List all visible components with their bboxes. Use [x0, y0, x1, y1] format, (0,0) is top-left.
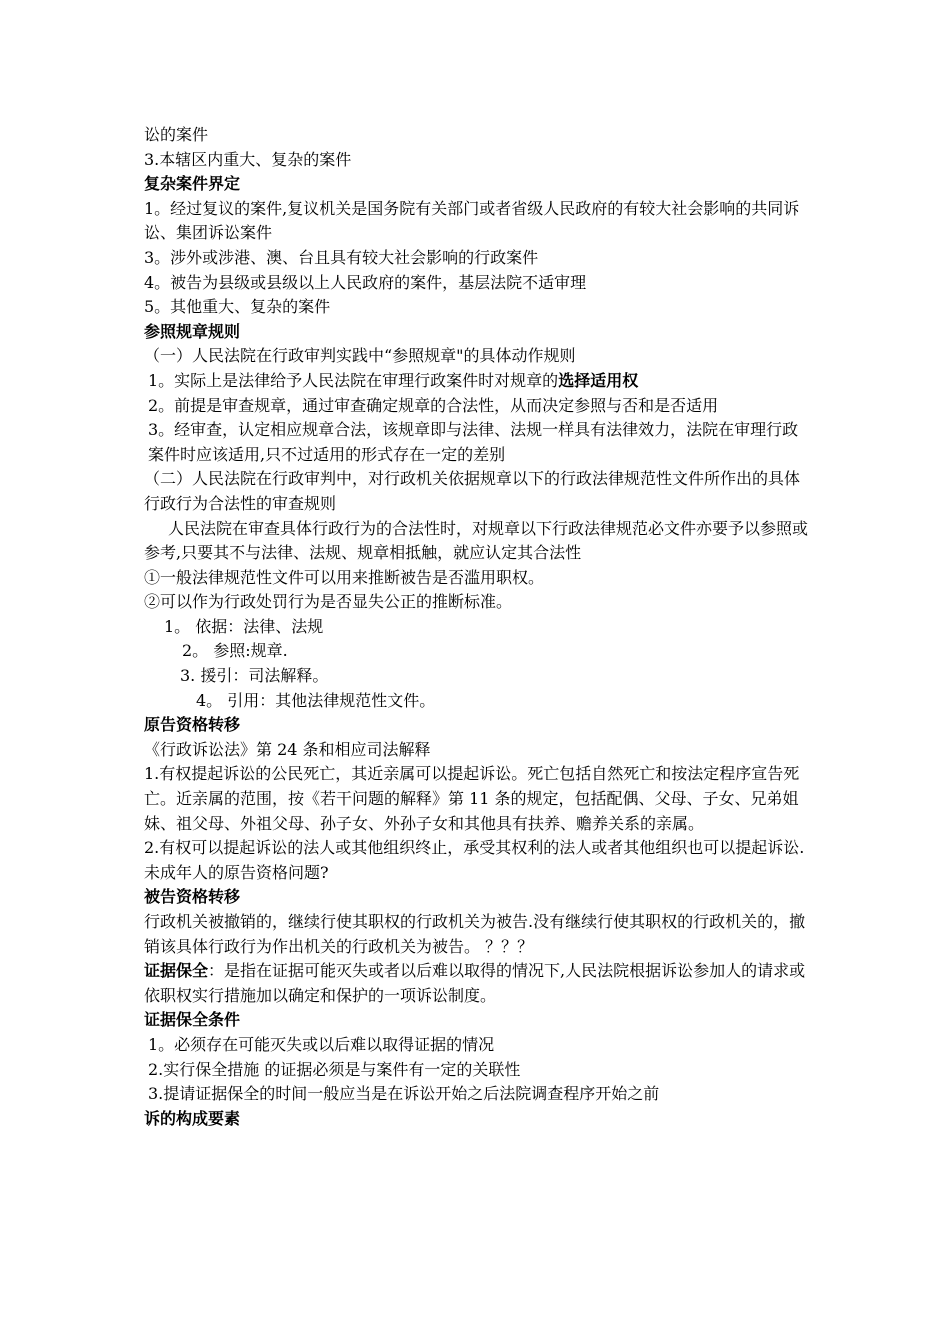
- paragraph: 行政机关被撤销的，继续行使其职权的行政机关为被告.没有继续行使其职权的行政机关的，撤销该具体行政行为作出机关的行政机关为被告。 ？？？: [144, 912, 806, 956]
- section-heading: 诉的构成要素: [144, 1108, 241, 1128]
- list-item: 3. 援引：司法解释。: [180, 666, 329, 686]
- list-item: 2。前提是审查规章，通过审查确定规章的合法性，从而决定参照与否和是否适用: [148, 395, 719, 415]
- list-item: 1.有权提起诉讼的公民死亡，其近亲属可以提起诉讼。死亡包括自然死亡和按法定程序宣告死亡。近亲属的范围，按《若干问题的解释》第 11 条的规定，包括配偶、父母、子女、兄弟姐妹、祖父母、外祖父母、孙子女、外孙子女和其他具有扶养、赡养关系的亲属。: [144, 764, 800, 833]
- bold-term: 证据保全: [144, 961, 209, 981]
- list-item: 2。 参照:规章.: [182, 641, 288, 661]
- list-item: 1。必须存在可能灭失或以后难以取得证据的情况: [148, 1034, 495, 1054]
- list-item: 1。经过复议的案件,复议机关是国务院有关部门或者省级人民政府的有较大社会影响的共同诉讼、集团诉讼案件: [144, 198, 800, 243]
- text-line: 《行政诉讼法》第 24 条和相应司法解释: [144, 739, 431, 759]
- section-heading: 参照规章规则: [144, 321, 241, 341]
- list-item: 1。 依据：法律、法规: [164, 616, 324, 636]
- list-item: 5。其他重大、复杂的案件: [144, 297, 331, 317]
- list-item: 3.提请证据保全的时间一般应当是在诉讼开始之后法院调查程序开始之前: [148, 1084, 660, 1104]
- list-item: 3。涉外或涉港、澳、台且具有较大社会影响的行政案件: [144, 247, 539, 267]
- section-heading: 被告资格转移: [144, 887, 241, 907]
- text-run: 1。实际上是法律给予人民法院在审理行政案件时对规章的: [148, 370, 559, 390]
- document-page: [144, 123, 812, 1131]
- list-item: 3。经审查，认定相应规章合法，该规章即与法律、法规一样具有法律效力，法院在审理行政案件时应该适用,只不过适用的形式存在一定的差别: [148, 420, 799, 464]
- list-item: ①一般法律规范性文件可以用来推断被告是否滥用职权。: [144, 567, 545, 587]
- text-line: 3.本辖区内重大、复杂的案件: [144, 149, 352, 169]
- text-line: 讼的案件: [144, 125, 209, 144]
- text-line: 未成年人的原告资格问题?: [144, 862, 329, 882]
- list-item: 2.有权可以提起诉讼的法人或其他组织终止，承受其权利的法人或者其他组织也可以提起诉讼.: [144, 838, 805, 858]
- section-heading: 复杂案件界定: [144, 174, 241, 194]
- text-run: ：是指在证据可能灭失或者以后难以取得的情况下,人民法院根据诉讼参加人的请求或依职权实行措施加以确定和保护的一项诉讼制度。: [144, 961, 806, 1005]
- subsection-heading: （二）人民法院在行政审判中，对行政机关依据规章以下的行政法律规范性文件所作出的具体行政行为合法性的审查规则: [144, 469, 801, 513]
- list-item: 4。 引用：其他法律规范性文件。: [196, 690, 436, 710]
- definition-paragraph: [144, 959, 812, 1008]
- subsection-heading: （一）人民法院在行政审判实践中“参照规章"的具体动作规则: [144, 346, 576, 366]
- list-item: 2.实行保全措施 的证据必须是与案件有一定的关联性: [148, 1059, 521, 1079]
- section-heading: 原告资格转移: [144, 715, 241, 735]
- section-heading: 证据保全条件: [144, 1010, 241, 1030]
- bold-term: 选择适用权: [558, 370, 639, 390]
- paragraph: 人民法院在审查具体行政行为的合法性时，对规章以下行政法律规范必文件亦要予以参照或参考,只要其不与法律、法规、规章相抵触，就应认定其合法性: [144, 518, 809, 563]
- list-item: [144, 369, 812, 394]
- list-item: ②可以作为行政处罚行为是否显失公正的推断标准。: [144, 592, 513, 612]
- list-item: 4。被告为县级或县级以上人民政府的案件，基层法院不适审理: [144, 272, 587, 292]
